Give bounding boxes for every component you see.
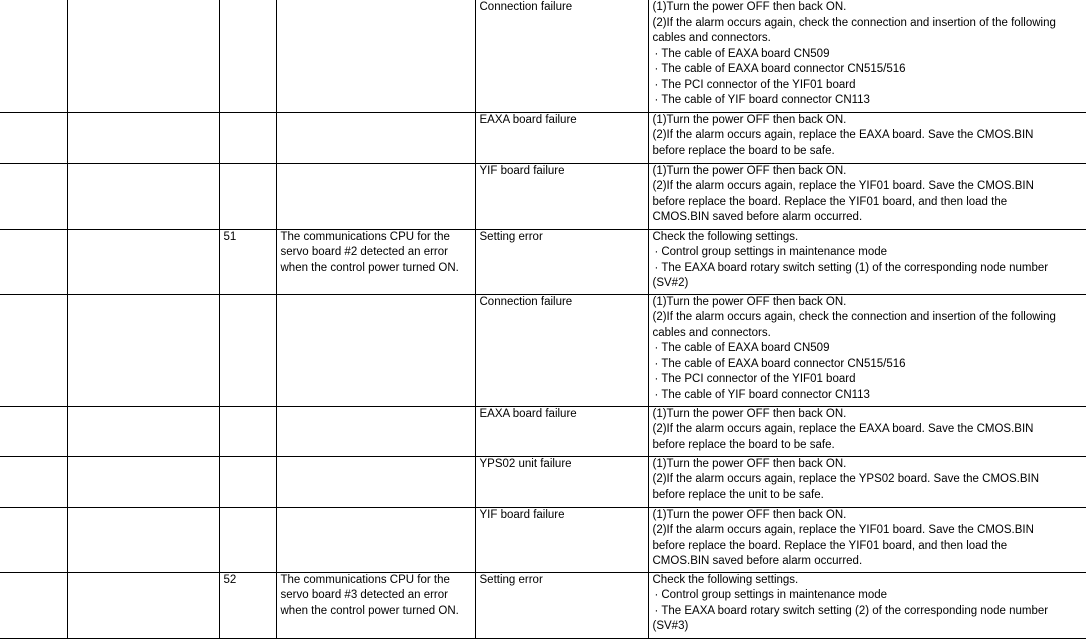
cause-text: Connection failure: [479, 295, 573, 308]
remedy-line: (2)If the alarm occurs again, replace the EAXA board. Save the CMOS.BIN: [652, 423, 1034, 435]
description-cell: [276, 406, 475, 456]
remedy-line: before replace the unit to be safe.: [652, 488, 824, 501]
alarm-code-cell: [219, 294, 276, 406]
blank-cell: [0, 229, 67, 294]
description-cell: [276, 0, 475, 112]
remedy-line: before replace the board to be safe.: [652, 438, 835, 451]
remedy-cell: [648, 406, 1086, 456]
cause-cell: [475, 229, 648, 294]
cause-cell: [475, 163, 648, 229]
alarm-code-cell: [219, 572, 276, 638]
description-cell: [276, 112, 475, 163]
blank-cell: [67, 294, 219, 406]
blank-cell: [0, 163, 67, 229]
blank-cell: [0, 294, 67, 406]
remedy-line: Check the following settings.: [652, 573, 799, 586]
cause-cell: [475, 0, 648, 112]
description-cell: [276, 572, 475, 638]
description-line: servo board #2 detected an error: [280, 246, 448, 258]
blank-cell: [0, 456, 67, 507]
cause-text: YIF board failure: [479, 164, 565, 177]
alarm-code: 51: [223, 230, 237, 243]
alarm-code-cell: [219, 507, 276, 572]
remedy-line: (2)If the alarm occurs again, replace the YIF01 board. Save the CMOS.BIN: [652, 180, 1034, 192]
remedy-line: (SV#3): [652, 620, 689, 632]
alarm-code-cell: [219, 229, 276, 294]
remedy-cell: [648, 163, 1086, 229]
blank-cell: [67, 456, 219, 507]
remedy-item: · The PCI connector of the YIF01 board: [653, 78, 1085, 94]
remedy-line: (1)Turn the power OFF then back ON.: [652, 164, 847, 177]
alarm-code-cell: [219, 112, 276, 163]
remedy-item: · The cable of EAXA board CN509: [653, 341, 1085, 357]
remedy-line: Check the following settings.: [652, 230, 799, 243]
cause-text: Connection failure: [479, 1, 573, 13]
cause-text: EAXA board failure: [479, 113, 577, 126]
cause-cell: [475, 572, 648, 638]
alarm-code-cell: [219, 406, 276, 456]
description-line: servo board #3 detected an error: [280, 589, 448, 601]
alarm-code-cell: [219, 0, 276, 112]
cause-cell: [475, 294, 648, 406]
remedy-line: cables and connectors.: [652, 32, 771, 44]
blank-cell: [67, 229, 219, 294]
description-line: The communications CPU for the: [280, 230, 450, 243]
cause-text: YIF board failure: [479, 508, 565, 521]
cause-cell: [475, 507, 648, 572]
table-row: [0, 406, 1086, 456]
remedy-line: (SV#2): [652, 277, 689, 289]
blank-cell: [67, 572, 219, 638]
description-line: The communications CPU for the: [280, 573, 450, 586]
remedy-item: · The cable of YIF board connector CN113: [653, 93, 1085, 109]
remedy-line: (1)Turn the power OFF then back ON.: [652, 457, 847, 470]
description-cell: [276, 163, 475, 229]
blank-cell: [0, 0, 67, 112]
remedy-item: · Control group settings in maintenance mode: [653, 245, 1085, 261]
description-cell: [276, 507, 475, 572]
remedy-cell: [648, 0, 1086, 112]
blank-cell: [67, 507, 219, 572]
remedy-line: before replace the board to be safe.: [652, 144, 835, 157]
remedy-item: · The PCI connector of the YIF01 board: [653, 372, 1085, 388]
blank-cell: [67, 406, 219, 456]
alarm-code: 52: [223, 573, 237, 586]
blank-cell: [67, 112, 219, 163]
remedy-item: · The cable of EAXA board connector CN515/516: [653, 357, 1085, 373]
remedy-item: · Control group settings in maintenance mode: [653, 588, 1085, 604]
remedy-line: cables and connectors.: [652, 326, 771, 339]
blank-cell: [0, 572, 67, 638]
description-cell: [276, 456, 475, 507]
blank-cell: [67, 163, 219, 229]
description-cell: [276, 294, 475, 406]
alarm-code-cell: [219, 163, 276, 229]
remedy-line: (1)Turn the power OFF then back ON.: [652, 508, 847, 521]
cause-text: YPS02 unit failure: [479, 457, 572, 470]
cause-text: EAXA board failure: [479, 407, 577, 420]
table-row: [0, 572, 1086, 638]
description-cell: [276, 229, 475, 294]
blank-cell: [0, 406, 67, 456]
remedy-cell: [648, 572, 1086, 638]
remedy-line: (1)Turn the power OFF then back ON.: [652, 407, 847, 420]
description-line: when the control power turned ON.: [280, 261, 459, 274]
blank-cell: [0, 507, 67, 572]
remedy-cell: [648, 507, 1086, 572]
remedy-line: before replace the board. Replace the YIF01 board, and then load the: [652, 195, 1008, 208]
remedy-item: · The cable of EAXA board connector CN515/516: [653, 62, 1085, 78]
alarm-code-cell: [219, 456, 276, 507]
table-row: [0, 0, 1086, 112]
cause-text: Setting error: [479, 573, 543, 586]
remedy-line: (1)Turn the power OFF then back ON.: [652, 1, 847, 13]
remedy-line: before replace the board. Replace the YIF01 board, and then load the: [652, 539, 1008, 552]
blank-cell: [67, 0, 219, 112]
remedy-line: (2)If the alarm occurs again, replace the YPS02 board. Save the CMOS.BIN: [652, 473, 1040, 485]
table-row: [0, 507, 1086, 572]
remedy-line: (2)If the alarm occurs again, check the connection and insertion of the following: [652, 311, 1056, 323]
blank-cell: [0, 112, 67, 163]
remedy-cell: [648, 229, 1086, 294]
remedy-cell: [648, 112, 1086, 163]
table-row: [0, 112, 1086, 163]
remedy-line: CMOS.BIN saved before alarm occurred.: [652, 555, 863, 567]
remedy-item: · The EAXA board rotary switch setting (2) of the corresponding node number: [653, 604, 1085, 620]
remedy-item: · The cable of EAXA board CN509: [653, 47, 1085, 63]
remedy-cell: [648, 294, 1086, 406]
remedy-line: CMOS.BIN saved before alarm occurred.: [652, 211, 863, 223]
table-row: [0, 163, 1086, 229]
table-row: [0, 294, 1086, 406]
remedy-line: (1)Turn the power OFF then back ON.: [652, 113, 847, 126]
table-row: [0, 456, 1086, 507]
cause-cell: [475, 406, 648, 456]
remedy-line: (2)If the alarm occurs again, replace the EAXA board. Save the CMOS.BIN: [652, 129, 1034, 141]
remedy-item: · The EAXA board rotary switch setting (1) of the corresponding node number: [653, 261, 1085, 277]
table-row: [0, 229, 1086, 294]
cause-text: Setting error: [479, 230, 543, 243]
remedy-item: · The cable of YIF board connector CN113: [653, 388, 1085, 404]
remedy-line: (1)Turn the power OFF then back ON.: [652, 295, 847, 308]
remedy-line: (2)If the alarm occurs again, check the connection and insertion of the following: [652, 16, 1056, 29]
cause-cell: [475, 112, 648, 163]
remedy-cell: [648, 456, 1086, 507]
remedy-line: (2)If the alarm occurs again, replace the YIF01 board. Save the CMOS.BIN: [652, 524, 1034, 536]
description-line: when the control power turned ON.: [280, 604, 459, 617]
cause-cell: [475, 456, 648, 507]
